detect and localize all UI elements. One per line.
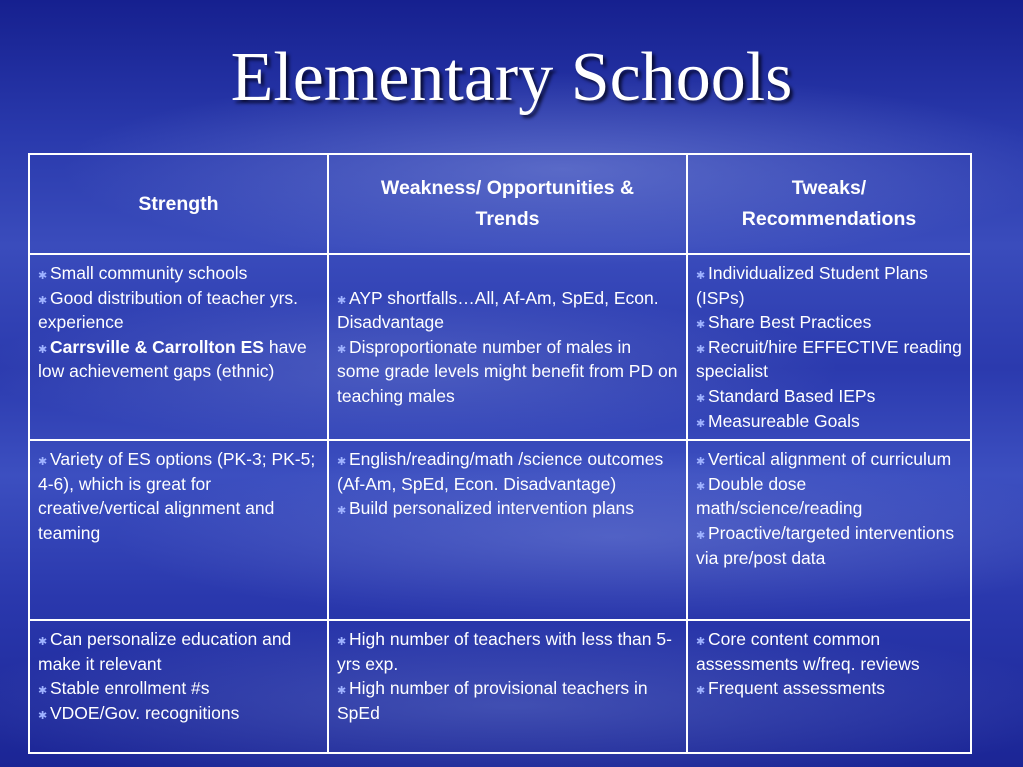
- bullet-item: [696, 384, 962, 409]
- slide-title: Elementary Schools: [230, 39, 793, 116]
- bullet-text: Stable enrollment #s: [50, 678, 210, 699]
- bullet-item: [696, 310, 962, 335]
- swot-table: [28, 153, 972, 754]
- table-row: [29, 620, 971, 753]
- bullet-text: Measureable Goals: [708, 410, 860, 431]
- bullet-text: High number of provisional teachers in SpEd: [337, 678, 648, 723]
- header-strength: Strength: [29, 154, 328, 254]
- table-cell-strength: [29, 440, 328, 620]
- snowflake-bullet-icon: ✱: [696, 343, 706, 356]
- table-cell-tweaks: [687, 254, 971, 440]
- snowflake-bullet-icon: ✱: [337, 294, 347, 307]
- bullet-item: [696, 261, 962, 310]
- bullet-text: Small community schools: [50, 263, 248, 283]
- bullet-item: [696, 472, 962, 521]
- bullet-text: Build personalized intervention plans: [349, 498, 635, 519]
- snowflake-bullet-icon: ✱: [337, 456, 347, 469]
- table-row: [29, 440, 971, 620]
- bullet-text: Standard Based IEPs: [708, 385, 876, 406]
- bullet-text: Recruit/hire EFFECTIVE reading specialist: [696, 336, 962, 382]
- bullet-item: [337, 496, 678, 521]
- header-weakness: Weakness/ Opportunities & Trends: [328, 154, 687, 254]
- bullet-item: [38, 286, 319, 335]
- bullet-item: [38, 676, 319, 701]
- bullet-text: Frequent assessments: [708, 678, 886, 699]
- bullet-item: [337, 335, 678, 409]
- bullet-text: Disproportionate number of males in some grade levels might benefit from PD on teaching males: [337, 336, 678, 406]
- snowflake-bullet-icon: ✱: [696, 392, 706, 405]
- snowflake-bullet-icon: ✱: [696, 636, 706, 649]
- bullet-text: Good distribution of teacher yrs. experience: [38, 287, 299, 333]
- bullet-item: [38, 261, 319, 286]
- snowflake-bullet-icon: ✱: [38, 294, 48, 307]
- bullet-item: [337, 627, 678, 676]
- table-body: [29, 254, 971, 753]
- snowflake-bullet-icon: ✱: [337, 685, 347, 698]
- bullet-text: Core content common assessments w/freq. reviews: [696, 629, 920, 674]
- bullet-item: [38, 701, 319, 726]
- bullet-item: [38, 447, 319, 545]
- snowflake-bullet-icon: ✱: [696, 685, 706, 698]
- bullet-item: [696, 447, 962, 472]
- snowflake-bullet-icon: ✱: [38, 456, 48, 469]
- bullet-text: Proactive/targeted interventions via pre/post data: [696, 522, 955, 568]
- bullet-item: [38, 335, 319, 384]
- snowflake-bullet-icon: ✱: [38, 685, 48, 698]
- snowflake-bullet-icon: ✱: [696, 270, 706, 282]
- bullet-text: High number of teachers with less than 5-yrs exp.: [337, 629, 672, 674]
- bullet-item: [38, 627, 319, 676]
- snowflake-bullet-icon: ✱: [696, 480, 706, 493]
- bullet-item: [696, 521, 962, 570]
- bullet-item: [696, 627, 962, 676]
- table-cell-strength: [29, 254, 328, 440]
- bullet-text: Individualized Student Plans (ISPs): [696, 263, 928, 308]
- bullet-text: Double dose math/science/reading: [696, 473, 863, 519]
- snowflake-bullet-icon: ✱: [696, 456, 706, 469]
- snowflake-bullet-icon: ✱: [38, 709, 48, 722]
- snowflake-bullet-icon: ✱: [337, 343, 347, 356]
- table-cell-weakness: [328, 620, 687, 753]
- table-cell-tweaks: [687, 440, 971, 620]
- table-row: [29, 254, 971, 440]
- bullet-text: have low achievement gaps (ethnic): [38, 336, 307, 382]
- table-header-row: [29, 154, 971, 254]
- header-tweaks: Tweaks/ Recommendations: [687, 154, 971, 254]
- bullet-text: English/reading/math /science outcomes (Af-Am, SpEd, Econ. Disadvantage): [337, 449, 664, 494]
- bold-text: Carrsville & Carrollton ES: [50, 336, 264, 357]
- table-cell-tweaks: [687, 620, 971, 753]
- snowflake-bullet-icon: ✱: [696, 417, 706, 430]
- table-cell-strength: [29, 620, 328, 753]
- snowflake-bullet-icon: ✱: [337, 505, 347, 518]
- bullet-text: Share Best Practices: [708, 312, 872, 333]
- snowflake-bullet-icon: ✱: [38, 343, 48, 356]
- bullet-item: [337, 676, 678, 725]
- bullet-text: AYP shortfalls…All, Af-Am, SpEd, Econ. Disadvantage: [337, 287, 659, 333]
- snowflake-bullet-icon: ✱: [38, 636, 48, 649]
- bullet-item: [696, 409, 962, 434]
- bullet-text: Vertical alignment of curriculum: [708, 449, 952, 470]
- bullet-item: [696, 335, 962, 384]
- snowflake-bullet-icon: ✱: [337, 636, 347, 649]
- snowflake-bullet-icon: ✱: [696, 319, 706, 332]
- table-cell-weakness: [328, 440, 687, 620]
- bullet-item: [337, 286, 678, 335]
- bullet-text: Can personalize education and make it relevant: [38, 629, 292, 674]
- snowflake-bullet-icon: ✱: [696, 529, 706, 542]
- snowflake-bullet-icon: ✱: [38, 270, 48, 282]
- bullet-text: VDOE/Gov. recognitions: [50, 702, 240, 723]
- bullet-text: Variety of ES options (PK-3; PK-5; 4-6), which is great for creative/vertical alignment and teaming: [38, 449, 316, 543]
- bullet-item: [696, 676, 962, 701]
- table-cell-weakness: [328, 254, 687, 440]
- bullet-item: [337, 447, 678, 496]
